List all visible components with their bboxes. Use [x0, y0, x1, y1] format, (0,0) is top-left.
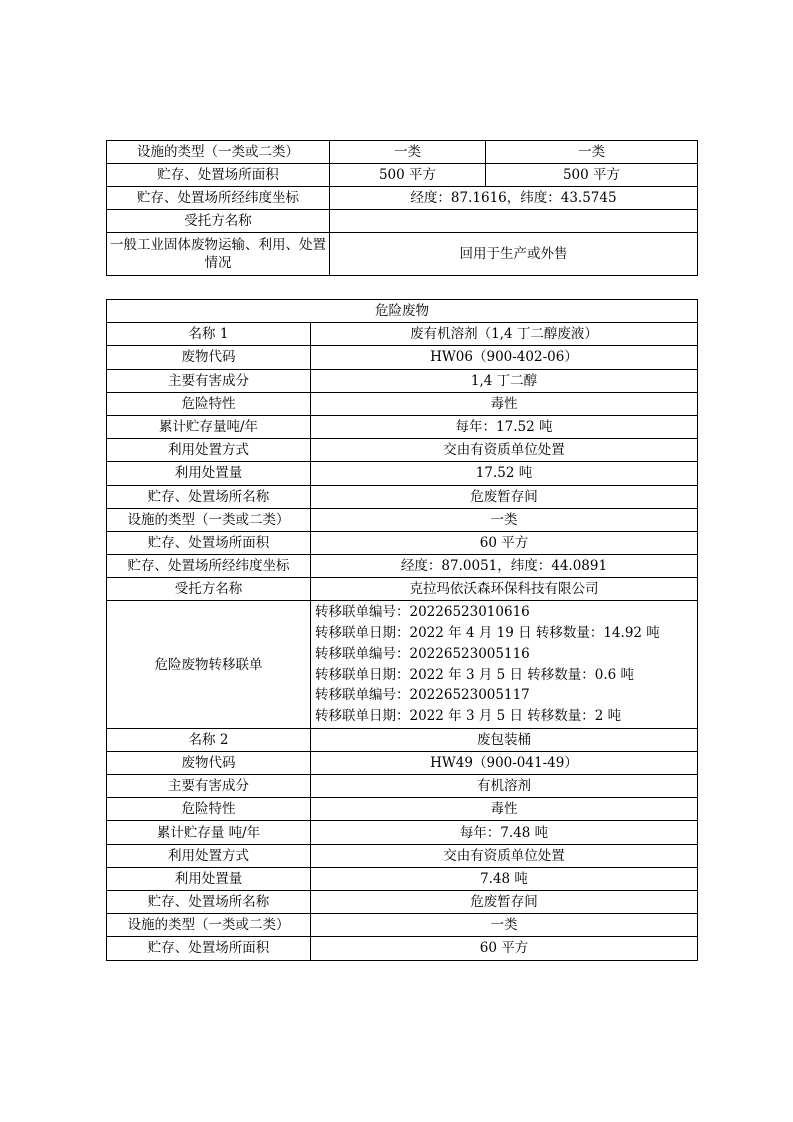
cell-value: 交由有资质单位处置	[311, 439, 698, 462]
table-row	[107, 821, 698, 844]
transfer-line: 转移联单编号：20226523010616	[315, 604, 530, 621]
table-row	[107, 751, 698, 774]
cell-value: 500 平方	[486, 164, 698, 187]
row-label: 危险特性	[107, 798, 311, 821]
cell-value: 交由有资质单位处置	[311, 844, 698, 867]
row-label: 主要有害成分	[107, 775, 311, 798]
row-label: 利用处置方式	[107, 844, 311, 867]
row-label: 主要有害成分	[107, 369, 311, 392]
cell-value: 毒性	[311, 392, 698, 415]
cell-value: 每年：7.48 吨	[311, 821, 698, 844]
cell-value: 一类	[486, 141, 698, 164]
waste-2-rows	[107, 728, 698, 960]
row-label: 受托方名称	[107, 578, 311, 601]
row-label: 设施的类型（一类或二类）	[107, 508, 311, 531]
row-label: 贮存、处置场所经纬度坐标	[107, 187, 330, 210]
cell-value: HW49（900-041-49）	[311, 751, 698, 774]
cell-value: 危废暂存间	[311, 890, 698, 913]
row-label: 危险特性	[107, 392, 311, 415]
table-row	[107, 867, 698, 890]
cell-value: HW06（900-402-06）	[311, 346, 698, 369]
table-row	[107, 233, 698, 276]
cell-value: 克拉玛依沃森环保科技有限公司	[311, 578, 698, 601]
facility-table	[106, 140, 698, 276]
row-label: 贮存、处置场所面积	[107, 531, 311, 554]
transfer-row	[107, 601, 698, 728]
row-label: 废物代码	[107, 346, 311, 369]
row-label: 贮存、处置场所面积	[107, 937, 311, 960]
table-row	[107, 210, 698, 233]
row-label: 累计贮存量吨/年	[107, 415, 311, 438]
cell-value: 有机溶剂	[311, 775, 698, 798]
row-label: 贮存、处置场所名称	[107, 890, 311, 913]
cell-value: 毒性	[311, 798, 698, 821]
row-label: 废物代码	[107, 751, 311, 774]
cell-value: 废有机溶剂（1,4 丁二醇废液）	[311, 323, 698, 346]
table-row	[107, 798, 698, 821]
table-row	[107, 531, 698, 554]
cell-value: 一类	[311, 508, 698, 531]
table-row	[107, 346, 698, 369]
cell-value: 每年：17.52 吨	[311, 415, 698, 438]
transfer-line: 转移联单日期：2022 年 3 月 5 日 转移数量：0.6 吨	[315, 666, 635, 683]
row-label: 利用处置方式	[107, 439, 311, 462]
row-label: 设施的类型（一类或二类）	[107, 141, 330, 164]
table-row	[107, 369, 698, 392]
cell-value: 一类	[330, 141, 486, 164]
table-row	[107, 462, 698, 485]
table-row	[107, 890, 698, 913]
row-label: 累计贮存量 吨/年	[107, 821, 311, 844]
table-row	[107, 485, 698, 508]
transfer-line: 转移联单日期：2022 年 3 月 5 日 转移数量：2 吨	[315, 707, 622, 724]
cell-value: 7.48 吨	[311, 867, 698, 890]
row-label: 利用处置量	[107, 462, 311, 485]
row-label: 名称 2	[107, 728, 311, 751]
transfer-line: 转移联单编号：20226523005116	[315, 645, 530, 662]
transfer-line: 转移联单日期：2022 年 4 月 19 日 转移数量：14.92 吨	[315, 625, 660, 642]
table-row	[107, 187, 698, 210]
cell-value: 17.52 吨	[311, 462, 698, 485]
row-label: 一般工业固体废物运输、利用、处置情况	[107, 233, 330, 276]
cell-value: 回用于生产或外售	[330, 233, 698, 276]
row-label: 设施的类型（一类或二类）	[107, 914, 311, 937]
cell-value: 危废暂存间	[311, 485, 698, 508]
table-row	[107, 914, 698, 937]
cell-value: 经度：87.0051，纬度：44.0891	[311, 555, 698, 578]
cell-value: 500 平方	[330, 164, 486, 187]
cell-value: 废包装桶	[311, 728, 698, 751]
hazardous-waste-table	[106, 299, 698, 961]
table-row	[107, 555, 698, 578]
cell-value: 60 平方	[311, 937, 698, 960]
table-row	[107, 937, 698, 960]
cell-value: 一类	[311, 914, 698, 937]
table-row	[107, 578, 698, 601]
row-label: 利用处置量	[107, 867, 311, 890]
table-row	[107, 508, 698, 531]
table-header-row	[107, 300, 698, 323]
cell-value: 60 平方	[311, 531, 698, 554]
table-row	[107, 141, 698, 164]
table-row	[107, 392, 698, 415]
row-label: 贮存、处置场所名称	[107, 485, 311, 508]
waste-1-rows	[107, 323, 698, 601]
table-row	[107, 439, 698, 462]
table-row	[107, 415, 698, 438]
transfer-lines	[311, 601, 698, 728]
row-label: 贮存、处置场所经纬度坐标	[107, 555, 311, 578]
cell-value: 经度：87.1616，纬度：43.5745	[330, 187, 698, 210]
table-row	[107, 323, 698, 346]
cell-value	[330, 210, 698, 233]
row-label: 名称 1	[107, 323, 311, 346]
table-row	[107, 728, 698, 751]
table-row	[107, 844, 698, 867]
cell-value: 1,4 丁二醇	[311, 369, 698, 392]
table-row	[107, 164, 698, 187]
transfer-label: 危险废物转移联单	[107, 601, 311, 728]
transfer-line: 转移联单编号：20226523005117	[315, 687, 530, 704]
table-row	[107, 775, 698, 798]
section-title: 危险废物	[107, 300, 698, 323]
row-label: 贮存、处置场所面积	[107, 164, 330, 187]
row-label: 受托方名称	[107, 210, 330, 233]
